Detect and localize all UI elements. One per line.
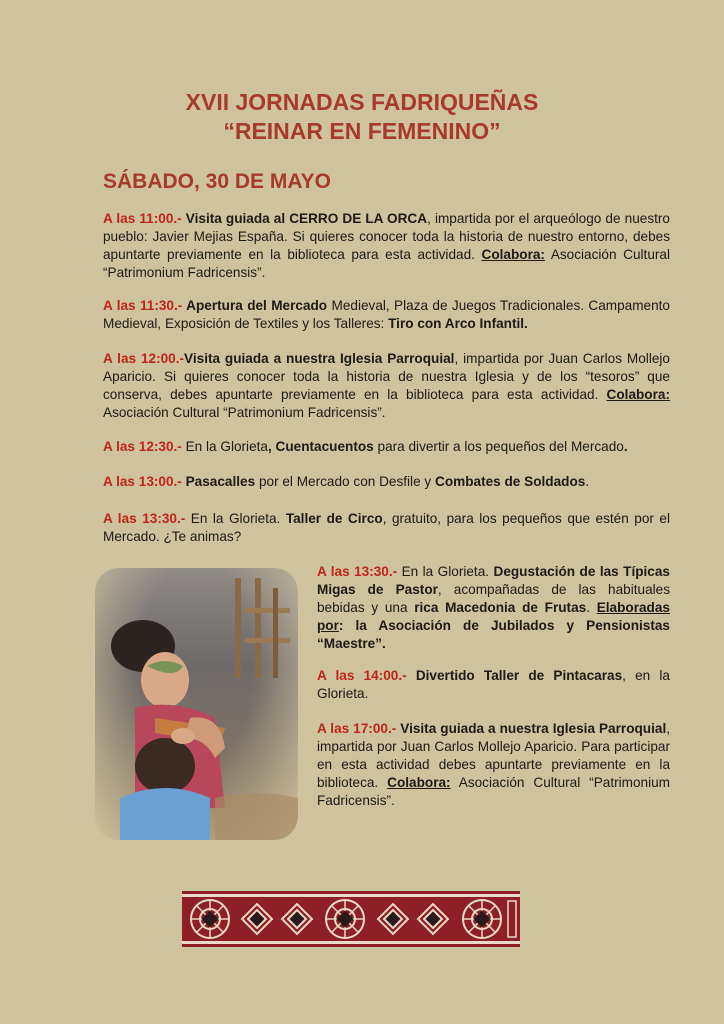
event-text: , en la Glorieta.	[317, 668, 670, 701]
event-text: .	[623, 439, 628, 454]
event-item	[103, 297, 670, 333]
event-text: Medieval, Plaza de Juegos Tradicionales. Campamento Medieval, Exposición de Textiles y los Talleres:	[103, 298, 670, 331]
poster-title	[0, 88, 724, 146]
event-time: A las 14:00.-	[317, 668, 407, 683]
event-time: A las 12:30.-	[103, 439, 182, 454]
event-text: Divertido Taller de Pintacaras	[406, 668, 623, 683]
event-text: Pasacalles	[181, 474, 256, 489]
event-text: Visita guiada a nuestra Iglesia Parroquial	[396, 721, 667, 736]
event-text: , Cuentacuentos	[267, 439, 374, 454]
event-text: Taller de Circo	[285, 511, 383, 526]
photo-illustration	[95, 568, 298, 840]
event-text: , acompañadas de las habituales bebidas y una	[317, 582, 671, 615]
event-text: para divertir a los pequeños del Mercado	[373, 439, 624, 454]
event-text: Asociación Cultural “Patrimonium Fadricensis”.	[103, 405, 386, 420]
event-date: SÁBADO, 30 DE MAYO	[103, 170, 331, 193]
event-item	[317, 667, 670, 703]
event-item	[103, 473, 670, 491]
event-item	[103, 510, 670, 546]
event-text: .	[586, 600, 597, 615]
event-text: .	[585, 474, 590, 489]
event-text: En la Glorieta.	[397, 564, 494, 579]
event-time: A las 11:30.-	[103, 298, 183, 313]
event-time: A las 13:30.-	[103, 511, 186, 526]
event-item	[317, 720, 670, 810]
event-time: A las 13:00.-	[103, 474, 182, 489]
event-text: Apertura del Mercado	[182, 298, 328, 313]
event-item	[103, 438, 670, 456]
event-text: Tiro con Arco Infantil.	[388, 316, 528, 331]
event-time: A las 13:30.-	[317, 564, 398, 579]
event-text: En la Glorieta.	[185, 511, 286, 526]
event-text: Asociación Cultural “Patrimonium Fadricensis”.	[103, 247, 670, 280]
event-text: Elaboradas por	[317, 600, 670, 633]
event-text: por el Mercado con Desfile y	[255, 474, 435, 489]
title-line-1: XVII JORNADAS FADRIQUEÑAS	[185, 89, 539, 115]
medieval-ornament-band	[182, 891, 520, 947]
event-item	[103, 350, 670, 422]
event-time: A las 12:00.-	[103, 351, 185, 366]
event-text: Asociación Cultural “Patrimonium Fadricensis”.	[317, 775, 670, 808]
event-text: Colabora:	[606, 387, 670, 402]
event-text: Colabora:	[481, 247, 545, 262]
event-item	[103, 210, 670, 282]
event-text: Combates de Soldados	[435, 474, 586, 489]
title-line-2: “REINAR EN FEMENINO”	[223, 118, 501, 144]
event-text: , impartida por Juan Carlos Mollejo Aparicio. Para participar en esta actividad debes apuntarte previamente en la biblioteca.	[317, 721, 671, 790]
event-item	[317, 563, 670, 653]
event-text: En la Glorieta	[181, 439, 268, 454]
ornament-pattern	[182, 891, 520, 947]
event-text: , impartida por Juan Carlos Mollejo Aparicio. Si quieres conocer toda la historia de nuestra Iglesia y de los “tesoros” que conserva, debes apuntarte previamente en la biblioteca para esta actividad.	[103, 351, 670, 402]
event-text: Colabora:	[387, 775, 451, 790]
event-text: Visita guiada al CERRO DE LA ORCA	[181, 211, 428, 226]
face-painting-photo	[95, 568, 298, 840]
event-text: Degustación de las Típicas Migas de Pastor	[317, 564, 670, 597]
event-text: , impartida por el arqueólogo de nuestro pueblo: Javier Mejias España. Si quieres conocer toda la historia de nuestro entorno, debes apuntarte previamente en la biblioteca para esta actividad.	[103, 211, 670, 262]
event-text: rica Macedonia de Frutas	[414, 600, 587, 615]
event-text: , gratuito, para los pequeños que estén por el Mercado. ¿Te animas?	[103, 511, 670, 544]
event-text: Visita guiada a nuestra Iglesia Parroquial	[184, 351, 455, 366]
event-time: A las 11:00.-	[103, 211, 182, 226]
event-time: A las 17:00.-	[317, 721, 397, 736]
event-text: : la Asociación de Jubilados y Pensionistas “Maestre”.	[317, 618, 670, 651]
